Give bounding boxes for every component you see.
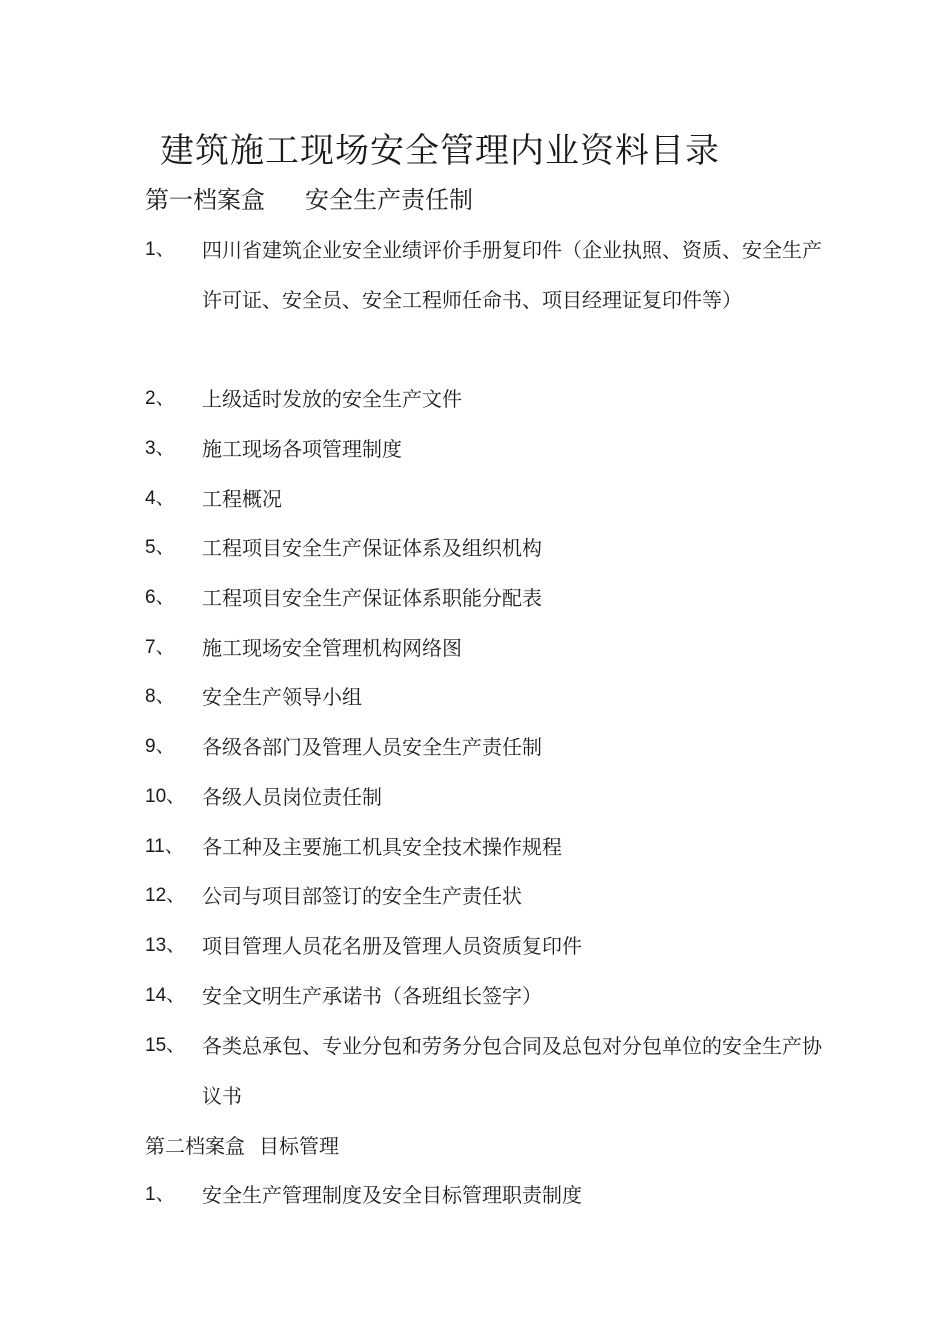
list-item-text: 工程项目安全生产保证体系及组织机构 [202,536,542,560]
section-heading-2 [145,1129,339,1163]
list-item [145,672,825,722]
list-item [145,921,825,971]
list-item-text: 上级适时发放的安全生产文件 [202,387,462,411]
list-item [145,523,825,573]
section-name: 目标管理 [259,1134,339,1158]
list-item-text: 施工现场各项管理制度 [202,437,402,461]
list-item-text: 安全文明生产承诺书（各班组长签字） [202,984,542,1008]
list-item-number: 9、 [145,736,175,757]
list-item-number: 13、 [145,935,186,956]
list-item-text: 安全生产领导小组 [202,685,362,709]
section-box-label: 第二档案盒 [145,1134,245,1158]
list-item-number: 4、 [145,488,175,509]
list-item [145,1021,825,1121]
list-item-number: 5、 [145,537,175,558]
list-item-text: 各工种及主要施工机具安全技术操作规程 [202,835,562,859]
list-item [145,822,825,872]
list-item-number: 8、 [145,686,175,707]
section-heading-1 [145,180,473,220]
section-name: 安全生产责任制 [305,186,473,214]
list-item [145,474,825,524]
list-item [145,1170,825,1220]
list-item-text: 安全生产管理制度及安全目标管理职责制度 [202,1183,582,1207]
list-item [145,971,825,1021]
list-item [145,225,825,325]
list-item-number: 6、 [145,587,175,608]
list-item-number: 2、 [145,388,175,409]
list-item [145,374,825,424]
list-item-number: 1、 [145,1184,175,1205]
list-item-number: 7、 [145,637,175,658]
list-item [145,573,825,623]
list-item [145,623,825,673]
list-item-number: 3、 [145,438,175,459]
list-item-number: 14、 [145,985,186,1006]
list-item-text: 工程项目安全生产保证体系职能分配表 [202,586,542,610]
list-item-number: 11、 [145,836,184,857]
section-box-label: 第一档案盒 [145,186,265,214]
list-item-text: 各级人员岗位责任制 [202,785,382,809]
list-item-text: 公司与项目部签订的安全生产责任状 [202,884,522,908]
list-item [145,722,825,772]
list-item-text: 工程概况 [202,487,282,511]
list-item-text: 施工现场安全管理机构网络图 [202,636,462,660]
list-item-text: 项目管理人员花名册及管理人员资质复印件 [202,934,582,958]
list-item-number: 10、 [145,786,186,807]
list-item-number: 1、 [145,239,175,260]
list-item-text: 各类总承包、专业分包和劳务分包合同及总包对分包单位的安全生产协议书 [202,1034,822,1108]
list-item-text: 各级各部门及管理人员安全生产责任制 [202,735,542,759]
document-title: 建筑施工现场安全管理内业资料目录 [160,131,720,171]
list-item-text: 四川省建筑企业安全业绩评价手册复印件（企业执照、资质、安全生产许可证、安全员、安全工程师任命书、项目经理证复印件等） [202,238,822,312]
list-item-number: 15、 [145,1035,186,1056]
list-item-number: 12、 [145,885,186,906]
list-item [145,772,825,822]
list-item [145,871,825,921]
list-item [145,424,825,474]
